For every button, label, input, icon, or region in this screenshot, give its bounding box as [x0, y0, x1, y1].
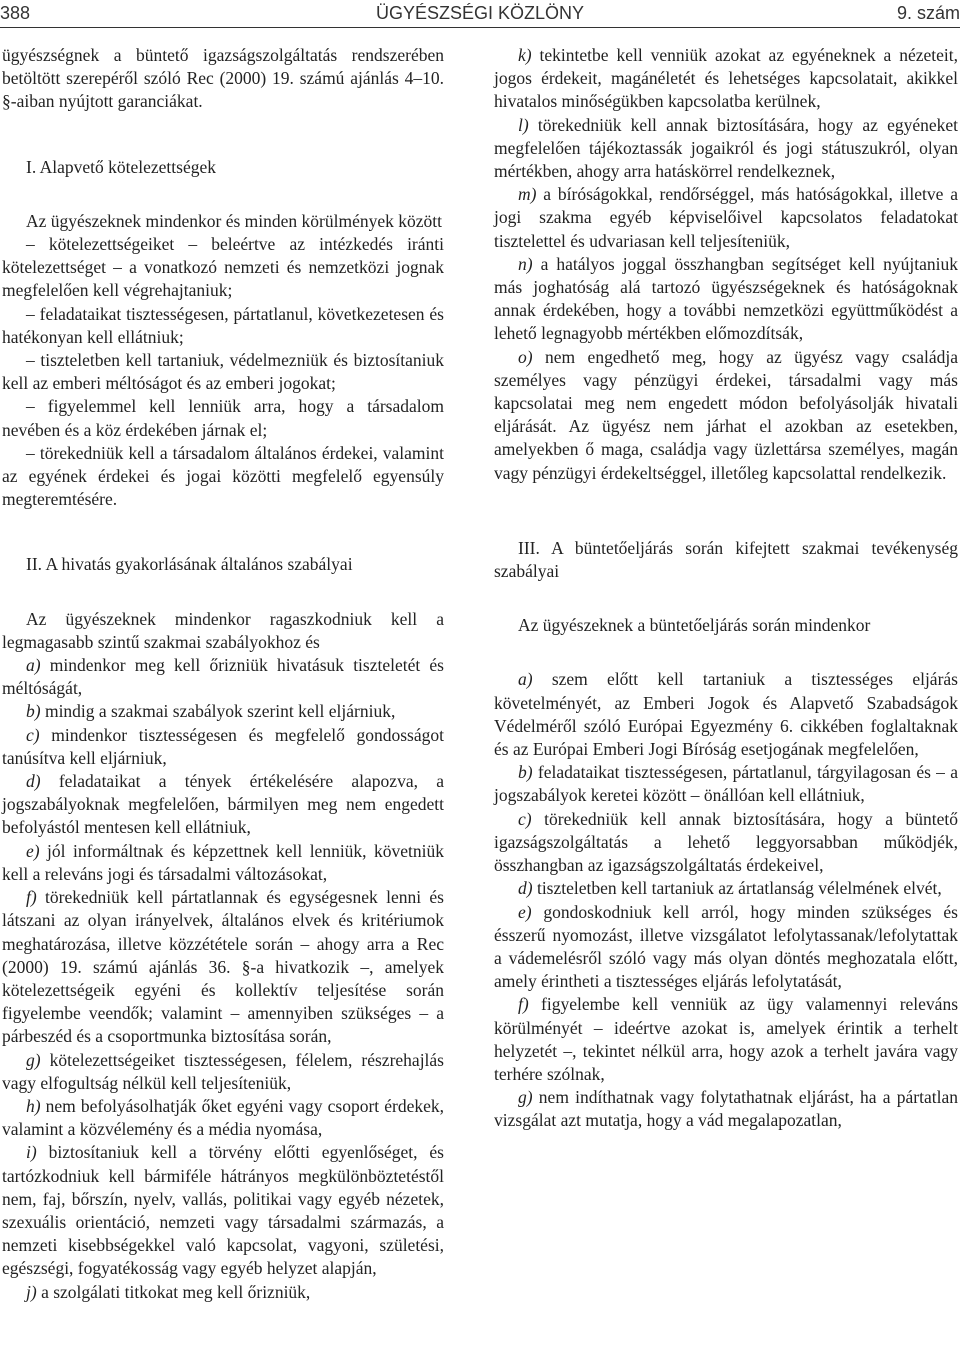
item-label: m)	[518, 184, 537, 205]
item-text: kötelezettségeiket tisztességesen, félelem, részrehajlás vagy elfogultság nélkül kell teljesíteniük,	[2, 1049, 444, 1093]
item-text: tekintetbe kell venniük azokat az egyéneknek a nézeteit, jogos érdekeit, magánéletét és lehetséges kapcsolatait, akikkel hivatalos minőségükben kapcsolatba kerülnek,	[494, 45, 958, 112]
dash-item: – kötelezettségeiket – beleértve az intézkedés iránti kötelezettséget – a vonatkozó nemzeti és nemzetközi jognak megfelelően kell végrehajtaniuk;	[2, 234, 444, 301]
item-text: biztosítaniuk kell a törvény előtti egyenlőséget, és tartózkodniuk kell bármiféle hátrányos megkülönböztetéstől nem, faj, bőrszín, nyelv, vallás, politikai vagy egyéb nézetek, szexuális orientáció, nemzeti vagy társadalmi származás, a nemzeti kisebbségekkel való kapcsolat, vagyoni, születési, egészségi, fogyatékosság vagy egyéb helyzet alapján,	[2, 1142, 444, 1279]
provision-item	[2, 654, 444, 700]
provision-item	[2, 724, 444, 770]
procedure-item	[494, 993, 958, 1086]
section-3-lead: Az ügyészeknek a büntetőeljárás során mindenkor	[518, 615, 871, 636]
item-label: e)	[26, 840, 40, 861]
provision-item	[2, 700, 444, 723]
item-label: a)	[26, 655, 41, 676]
provision-item	[494, 114, 958, 184]
provision-list-left	[2, 654, 444, 1304]
item-label: d)	[518, 878, 533, 899]
item-text: figyelembe kell venniük az ügy valamennyi releváns körülményét – ideértve azokat is, amelyek érintik a terhelt helyzetét –, tekintet nélkül arra, hogy azok a terhelt javára vagy terhére szólnak,	[494, 994, 958, 1084]
provision-item	[2, 840, 444, 886]
provision-item	[494, 44, 958, 114]
left-column	[2, 44, 444, 1304]
item-text: gondoskodniuk kell arról, hogy minden szükséges és ésszerű nyomozást, illetve vizsgálatot lefolytassanak/lefolytattak a vádemelésről szóló vagy más olyan döntés meghozatala előtt, amely érintheti a tisztességes eljárás lefolytatását,	[494, 901, 958, 992]
item-label: d)	[26, 771, 41, 792]
section-1-title: I. Alapvető kötelezettségek	[26, 156, 216, 177]
procedure-item	[494, 877, 958, 900]
item-label: e)	[518, 901, 532, 922]
dash-item: – törekedniük kell a társadalom általános érdekei, valamint az egyének érdekei és jogai közötti megfelelő egyensúly megteremtésére.	[2, 442, 444, 510]
procedure-item	[494, 808, 958, 878]
item-label: j)	[26, 1281, 37, 1302]
provision-list-right	[494, 44, 958, 485]
item-label: h)	[26, 1095, 41, 1116]
provision-item	[2, 886, 444, 1048]
section-1-lead: Az ügyészeknek mindenkor és minden körülmények között	[26, 210, 443, 231]
item-label: n)	[518, 253, 533, 274]
procedure-item	[494, 1086, 958, 1132]
item-text: a hatályos joggal összhangban segítséget kell nyújtaniuk más joghatóság alá tartozó ügyészségeknek és hatóságoknak annak érdekében, hogy a további nemzetközi együttműködést a lehető legnagyobb mértékben előmozdítsák,	[494, 253, 958, 344]
item-text: nem engedhető meg, hogy az ügyész vagy családja személyes vagy pénzügyi érdekei, társadalmi vagy más kapcsolatai meg nem engedett módon befolyásolják hivatali eljárását. Az ügyész nem járhat el azokban az esetekben, amelyekben ő maga, családja vagy üzlettársa személyes, magán vagy pénzügyi érdekeltséggel, illetőleg kapcsolattal rendelkezik.	[494, 346, 958, 483]
item-text: szem előtt kell tartaniuk a tisztességes eljárás követelményét, az Emberi Jogok és Alapvető Szabadságok Védelméről szóló Európai Egyezmény 6. cikkében foglaltaknak és az Európai Emberi Jogi Bíróság esetjogának megfelelően,	[494, 669, 958, 760]
item-label: b)	[518, 762, 533, 783]
item-label: f)	[26, 887, 37, 908]
item-label: c)	[518, 808, 532, 829]
provision-item	[2, 770, 444, 840]
section-2-title: II. A hivatás gyakorlásának általános szabályai	[26, 554, 353, 575]
procedure-item	[494, 668, 958, 761]
item-text: törekedniük kell annak biztosítására, hogy az egyéneket megfelelően tájékoztassák jogaikról és jogi státuszukról, olyan mértékben, ahogy arra hatáskörrel rendelkeznek,	[494, 114, 958, 182]
item-label: a)	[518, 669, 533, 690]
provision-item	[2, 1049, 444, 1095]
intro-paragraph: ügyészségnek a büntető igazságszolgáltatás rendszerében betöltött szerepéről szóló Rec (2000) 19. számú ajánlás 4–10. §-aiban nyújtott garanciákat.	[2, 45, 444, 112]
item-text: nem indíthatnak vagy folytathatnak eljárást, ha a pártatlan vizsgálat azt mutatja, hogy a vád megalapozatlan,	[494, 1087, 958, 1131]
procedure-item	[494, 761, 958, 807]
item-label: i)	[26, 1142, 37, 1163]
provision-item	[2, 1141, 444, 1280]
journal-title: ÜGYÉSZSÉGI KÖZLÖNY	[375, 3, 585, 23]
item-text: feladataikat a tények értékelésére alapozva, a jogszabályoknak megfelelően, bármilyen meg nem engedett befolyástól mentesen kell ellátniuk,	[2, 771, 444, 838]
item-text: mindig a szakmai szabályok szerint kell eljárniuk,	[40, 701, 396, 722]
item-text: a bíróságokkal, rendőrséggel, más hatóságokkal, illetve a jogi szakma egyéb képviselőivel kapcsolatos feladatokat tisztelettel és udvariasan kell teljesíteniük,	[494, 184, 958, 251]
provision-item	[494, 183, 958, 253]
issue-number: 9. szám	[896, 3, 960, 23]
item-label: g)	[518, 1087, 533, 1108]
item-text: tiszteletben kell tartaniuk az ártatlanság vélelmének elvét,	[532, 878, 942, 899]
item-label: b)	[26, 701, 41, 722]
dash-list	[2, 233, 444, 511]
dash-item: – tiszteletben kell tartaniuk, védelmezniük és biztosítaniuk kell az emberi méltóságot és az emberi jogokat;	[2, 350, 444, 394]
item-text: a szolgálati titkokat meg kell őrizniük,	[36, 1281, 311, 1302]
section-2-lead: Az ügyészeknek mindenkor ragaszkodniuk kell a legmagasabb szintű szakmai szabályokhoz és	[2, 608, 444, 652]
item-label: k)	[518, 45, 532, 65]
procedure-list	[494, 668, 958, 1132]
item-text: feladataikat tisztességesen, pártatlanul, tárgyilagosan és – a jogszabályok keretei között – önállóan kell ellátniuk,	[494, 762, 958, 806]
item-text: mindenkor tisztességesen és megfelelő gondosságot tanúsítva kell eljárniuk,	[2, 724, 444, 768]
page-header	[0, 0, 960, 28]
item-text: törekedniük kell pártatlannak és egységesnek lenni és látszani az olyan irányelvek, általános elvek és kritériumok meghatározása, illetve közzététele során – ahogy arra a Rec (2000) 19. számú ajánlás 36. §-a hivatkozik –, amelyek kötelezettségeik egyéni és kollektív teljesítése során figyelembe veendők; valamint – amennyiben szükséges – a párbeszéd és a csoportmunka biztosítása során,	[2, 887, 444, 1047]
provision-item	[2, 1095, 444, 1141]
item-label: g)	[26, 1049, 41, 1070]
item-label: o)	[518, 346, 533, 367]
item-label: l)	[518, 114, 529, 135]
item-text: nem befolyásolhatják őket egyéni vagy csoport érdekek, valamint a közvélemény és a média nyomása,	[2, 1095, 444, 1140]
dash-item: – feladataikat tisztességesen, pártatlanul, következetesen és hatékonyan kell ellátniuk;	[2, 303, 444, 347]
item-text: mindenkor meg kell őrizniük hivatásuk tiszteletét és méltóságát,	[2, 655, 444, 699]
item-text: jól informáltnak és képzettnek kell lenniük, követniük kell a releváns jogi és társadalmi változásokat,	[2, 840, 444, 884]
provision-item	[2, 1281, 444, 1304]
section-3-title: III. A büntetőeljárás során kifejtett szakmai tevékenység szabályai	[494, 537, 958, 582]
dash-item: – figyelemmel kell lenniük arra, hogy a társadalom nevében és a köz érdekében járnak el;	[2, 396, 444, 440]
provision-item	[494, 346, 958, 485]
item-text: törekedniük kell annak biztosítására, hogy a büntető igazságszolgáltatás a lehető leggyorsabban működjék, összhangban az igazságszolgáltatás érdekeivel,	[494, 808, 958, 876]
right-column	[494, 44, 958, 1133]
procedure-item	[494, 901, 958, 994]
page-number: 388	[0, 3, 31, 23]
item-label: c)	[26, 724, 40, 745]
provision-item	[494, 253, 958, 346]
item-label: f)	[518, 994, 529, 1015]
